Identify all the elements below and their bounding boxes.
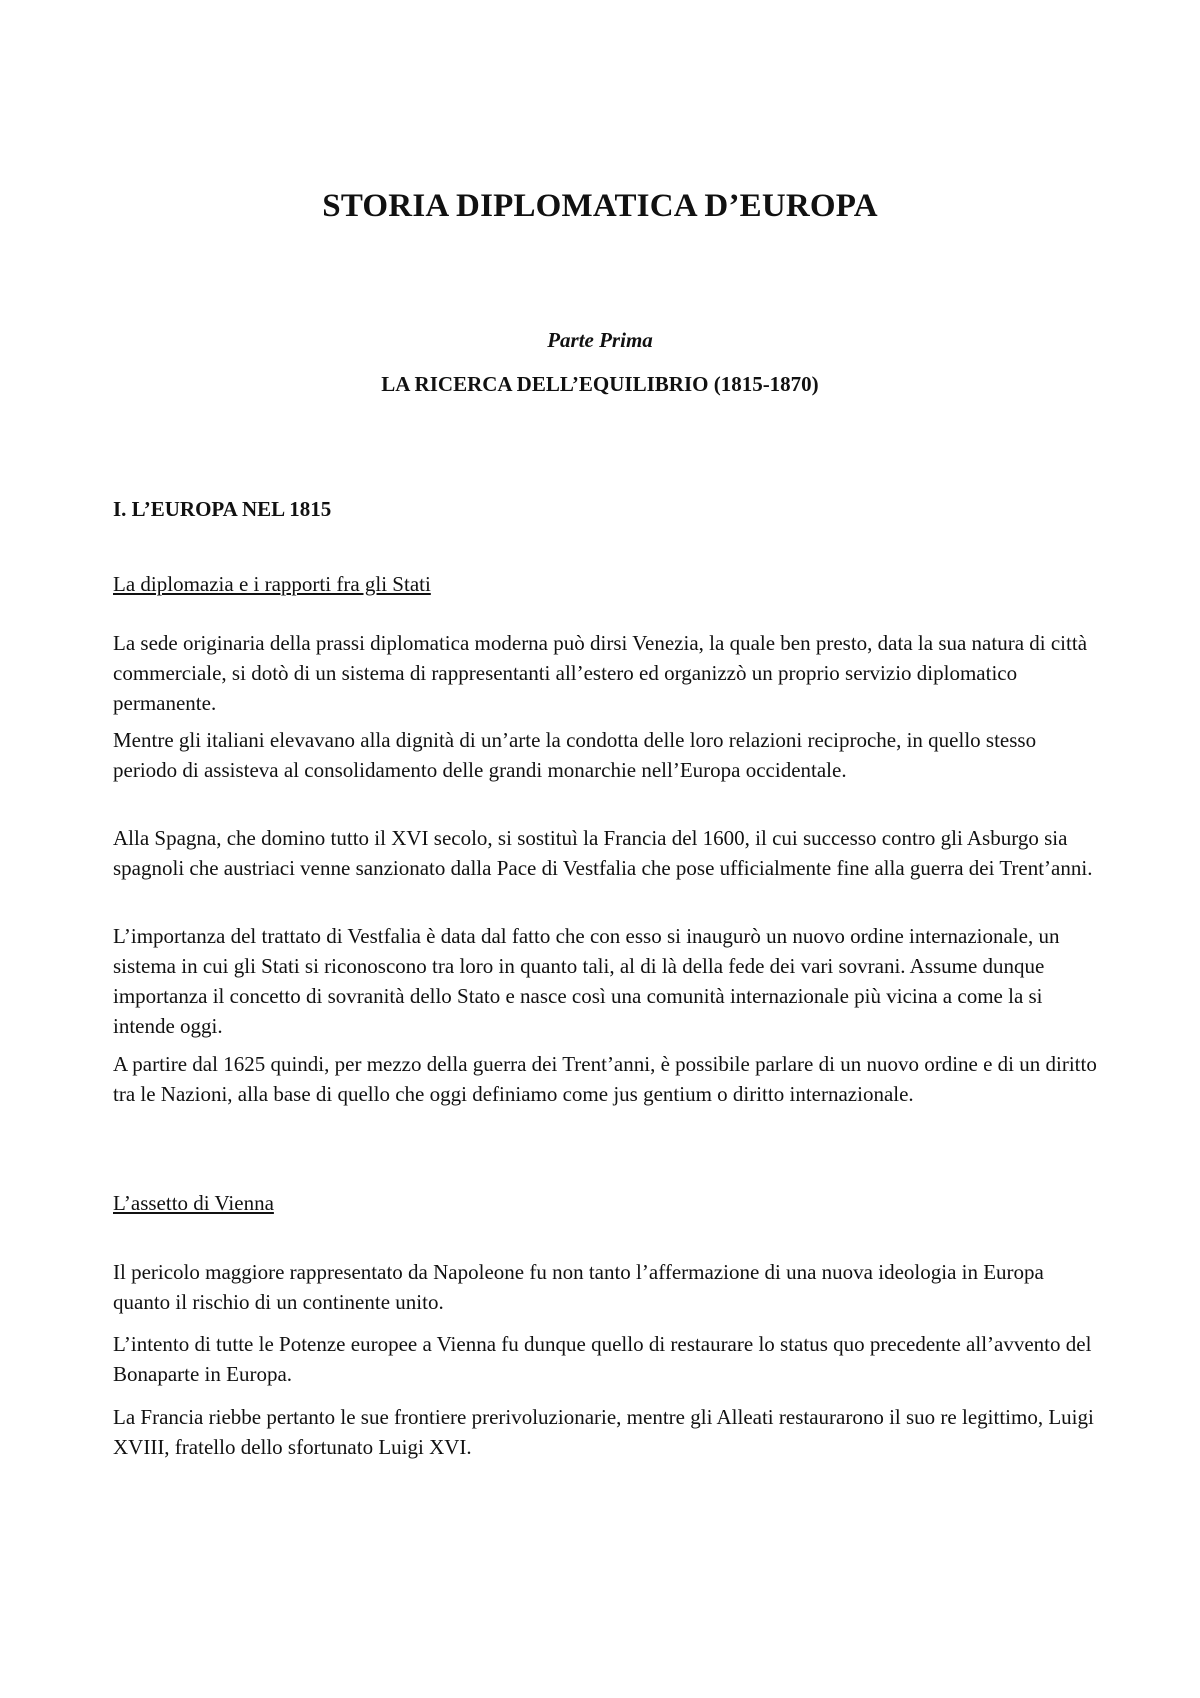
paragraph: La Francia riebbe pertanto le sue frontiere prerivoluzionarie, mentre gli Alleati restaurarono il suo re legittimo, Luigi XVIII, fratello dello sfortunato Luigi XVI. bbox=[113, 1405, 1094, 1459]
paragraph: Alla Spagna, che domino tutto il XVI secolo, si sostituì la Francia del 1600, il cui successo contro gli Asburgo sia spagnoli che austriaci venne sanzionato dalla Pace di Vestfalia che pose ufficialmente fine alla guerra dei Trent’anni. bbox=[113, 826, 1093, 880]
paragraph: L’importanza del trattato di Vestfalia è data dal fatto che con esso si inaugurò un nuovo ordine internazionale, un sistema in cui gli Stati si riconoscono tra loro in quanto tali, al di là della fede dei vari sovrani. Assume dunque importanza il concetto di sovranità dello Stato e nasce così una comunità internazionale più vicina a come la si intende oggi. bbox=[113, 924, 1060, 1038]
paragraph: Il pericolo maggiore rappresentato da Napoleone fu non tanto l’affermazione di una nuova ideologia in Europa quanto il rischio di un continente unito. bbox=[113, 1260, 1044, 1314]
part-label: Parte Prima bbox=[547, 328, 653, 352]
paragraph: Mentre gli italiani elevavano alla dignità di un’arte la condotta delle loro relazioni reciproche, in quello stesso periodo di assisteva al consolidamento delle grandi monarchie nell’Europa occidentale. bbox=[113, 728, 1037, 782]
part-title: LA RICERCA DELL’EQUILIBRIO (1815-1870) bbox=[381, 372, 819, 396]
document-title: STORIA DIPLOMATICA D’EUROPA bbox=[322, 188, 878, 224]
paragraph: A partire dal 1625 quindi, per mezzo della guerra dei Trent’anni, è possibile parlare di un nuovo ordine e di un diritto tra le Nazioni, alla base di quello che oggi definiamo come jus gentium o diritto internazionale. bbox=[113, 1052, 1097, 1106]
section-heading-vienna: L’assetto di Vienna bbox=[113, 1191, 274, 1215]
chapter-title: I. L’EUROPA NEL 1815 bbox=[113, 497, 332, 521]
section-heading-diplomazia: La diplomazia e i rapporti fra gli Stati bbox=[113, 572, 431, 596]
paragraph: La sede originaria della prassi diplomatica moderna può dirsi Venezia, la quale ben presto, data la sua natura di città commerciale, si dotò di un sistema di rappresentanti all’estero ed organizzò un proprio servizio diplomatico permanente. bbox=[113, 631, 1088, 715]
paragraph: L’intento di tutte le Potenze europee a Vienna fu dunque quello di restaurare lo status quo precedente all’avvento del Bonaparte in Europa. bbox=[113, 1332, 1092, 1386]
